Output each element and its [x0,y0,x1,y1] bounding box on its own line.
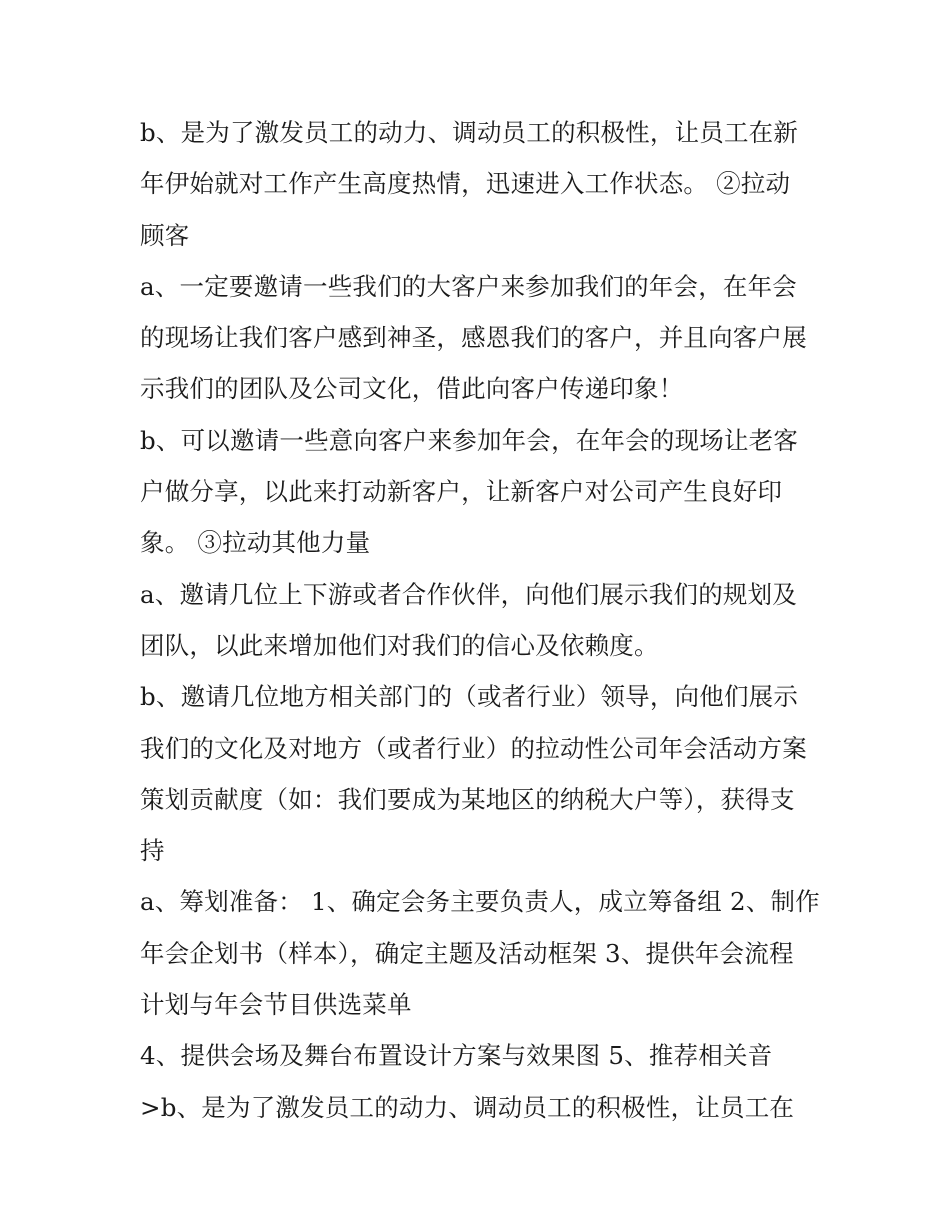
text-line: 户做分享，以此来打动新客户，让新客户对公司产生良好印 [140,477,783,507]
text-line: a、一定要邀请一些我们的大客户来参加我们的年会，在年会 [140,271,798,301]
text-line: 团队，以此来增加他们对我们的信心及依赖度。 [140,630,659,660]
text-line: 示我们的团队及公司文化，借此向客户传递印象！ [140,374,684,404]
text-line: 4、提供会场及舞台布置设计方案与效果图 5、推荐相关音 [140,1041,773,1071]
text-line: >b、是为了激发员工的动力、调动员工的积极性，让员工在 [140,1092,795,1122]
text-line: 计划与年会节目供选菜单 [140,990,412,1020]
text-line: 年会企划书（样本），确定主题及活动框架 3、提供年会流程 [140,938,794,968]
text-line: 象。 ③拉动其他力量 [140,528,371,558]
document-body [140,107,830,1133]
text-line: 持 [140,836,165,866]
text-line: b、邀请几位地方相关部门的（或者行业）领导，向他们展示 [140,682,799,712]
text-line: a、邀请几位上下游或者合作伙伴，向他们展示我们的规划及 [140,579,798,609]
text-line: 我们的文化及对地方（或者行业）的拉动性公司年会活动方案 [140,733,807,763]
text-line: 顾客 [140,220,190,250]
text-line: 策划贡献度（如：我们要成为某地区的纳税大户等），获得支 [140,784,795,814]
text-line: 年伊始就对工作产生高度热情，迅速进入工作状态。 ②拉动 [140,169,791,199]
text-line: b、可以邀请一些意向客户来参加年会，在年会的现场让老客 [140,425,799,455]
text-line: b、是为了激发员工的动力、调动员工的积极性，让员工在新 [140,118,799,147]
text-line: 的现场让我们客户感到神圣，感恩我们的客户，并且向客户展 [140,323,807,353]
text-line: a、筹划准备： 1、确定会务主要负责人，成立筹备组 2、制作 [140,887,820,917]
